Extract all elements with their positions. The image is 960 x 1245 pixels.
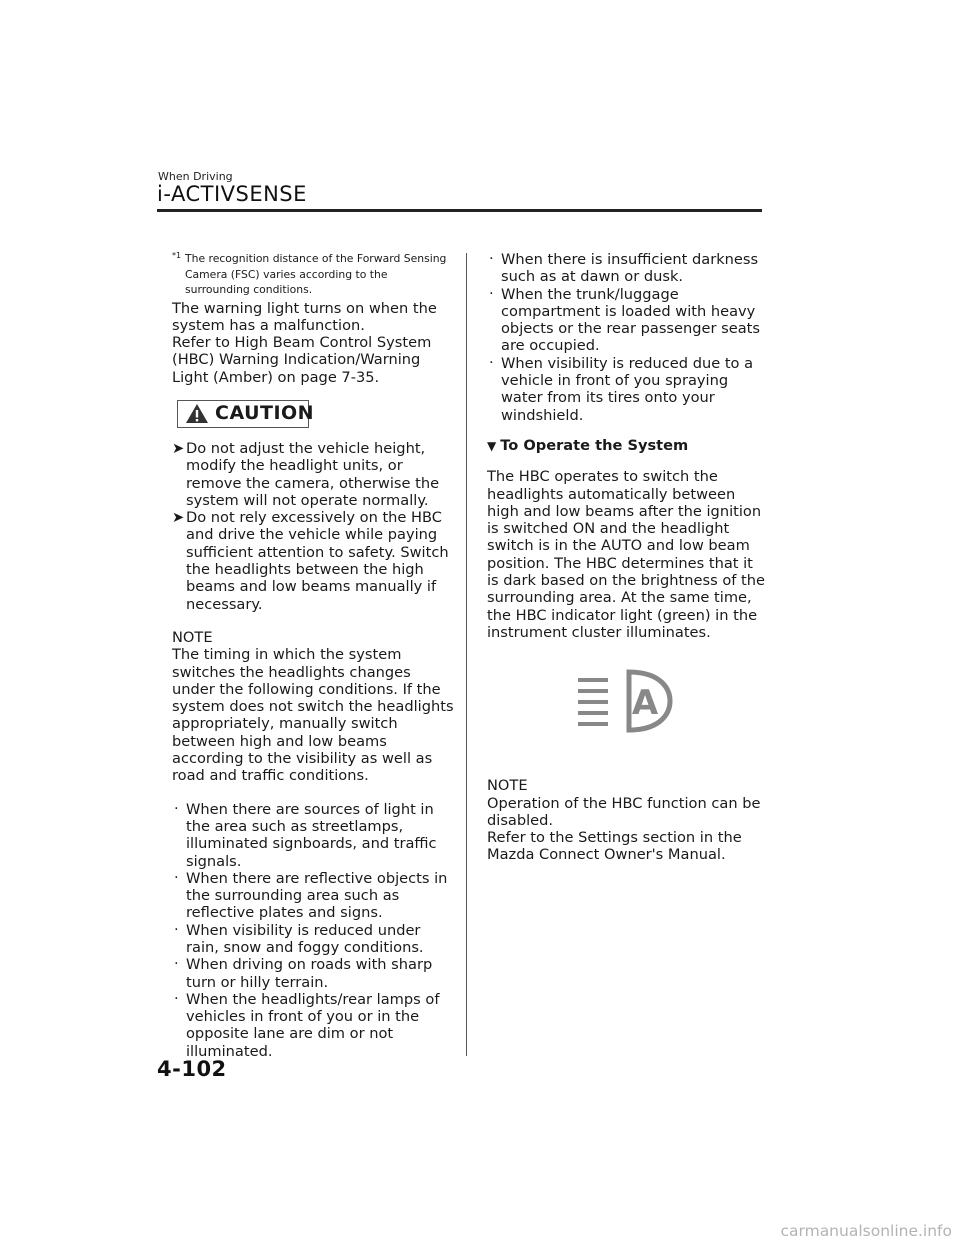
footnote-marker: *1 <box>172 251 182 260</box>
icon-letter: A <box>631 683 659 724</box>
caution-item <box>172 440 454 509</box>
bullet-icon: · <box>174 989 179 1007</box>
caution-label: CAUTION <box>215 402 315 425</box>
subheading-text: To Operate the System <box>500 436 689 454</box>
bullet-icon: · <box>174 920 179 938</box>
list-item <box>487 355 767 424</box>
list-item-text: When visibility is reduced due to a vehicle in front of you spraying water from its tires onto your windshield. <box>501 354 754 424</box>
bullet-icon: · <box>489 250 494 267</box>
bullet-icon: · <box>174 868 179 886</box>
list-item <box>172 922 454 957</box>
list-item-text: When the trunk/luggage compartment is loaded with heavy objects or the rear passenger seats are occupied. <box>501 285 760 355</box>
triangle-down-icon: ▼ <box>487 438 497 453</box>
caution-banner <box>177 400 315 428</box>
section-label: When Driving <box>158 170 233 183</box>
arrow-bullet-icon: ➤ <box>172 439 185 457</box>
operate-text: The HBC operates to switch the headlights automatically between high and low beams after the ignition is switched ON and the headlight switch is in the AUTO and low beam position. The HBC determines that it is dark based on the brightness of the surrounding area. At the same time, the HBC indicator light (green) in the instrument cluster illuminates. <box>487 468 765 641</box>
page-number: 4-102 <box>157 1057 227 1081</box>
note-text: Operation of the HBC function can be disabled. <box>487 794 761 829</box>
right-column <box>487 251 767 864</box>
list-item <box>172 870 454 922</box>
bullet-icon: · <box>489 284 494 302</box>
note-label: NOTE <box>172 628 213 646</box>
warning-light-text: The warning light turns on when the system has a malfunction. <box>172 299 437 334</box>
section-subheading <box>487 437 767 455</box>
caution-item <box>172 509 454 613</box>
note-text: The timing in which the system switches the headlights changes under the following conditions. If the system does not switch the headlights appropriately, manually switch between high and low beams according to the visibility as well as road and traffic conditions. <box>172 646 454 785</box>
note-label: NOTE <box>487 777 528 795</box>
high-beam-auto-indicator-icon <box>575 669 675 733</box>
footnote-text: The recognition distance of the Forward Sensing Camera (FSC) varies according to the surrounding conditions. <box>185 252 447 296</box>
list-item <box>172 801 454 870</box>
list-item-text: When there are sources of light in the area such as streetlamps, illuminated signboards, and traffic signals. <box>186 800 437 870</box>
reference-text: Refer to High Beam Control System (HBC) Warning Indication/Warning Light (Amber) on page 7-35. <box>172 334 432 386</box>
conditions-list <box>172 801 454 1060</box>
left-column <box>172 251 454 1060</box>
list-item <box>172 956 454 991</box>
list-item-text: When the headlights/rear lamps of vehicles in front of you or in the opposite lane are dim or not illuminated. <box>186 990 440 1060</box>
list-item-text: When visibility is reduced under rain, snow and foggy conditions. <box>186 921 424 956</box>
list-item-text: When there is insufficient darkness such as at dawn or dusk. <box>501 251 759 286</box>
note-text: Refer to the Settings section in the Mazda Connect Owner's Manual. <box>487 829 742 864</box>
list-item-text: When driving on roads with sharp turn or hilly terrain. <box>186 956 433 991</box>
list-item-text: When there are reflective objects in the surrounding area such as reflective plates and signs. <box>186 869 448 922</box>
list-item <box>487 251 767 286</box>
caution-item-text: Do not rely excessively on the HBC and drive the vehicle while paying sufficient attention to safety. Switch the headlights between the high beams and low beams manually if necessary. <box>186 509 449 613</box>
caution-item-text: Do not adjust the vehicle height, modify the headlight units, or remove the camera, otherwise the system will not operate normally. <box>186 439 440 509</box>
watermark: carmanualsonline.info <box>780 1222 952 1240</box>
page-title: i-ACTIVSENSE <box>157 182 307 206</box>
list-item <box>172 991 454 1060</box>
footnote <box>172 251 454 298</box>
header-rule <box>157 209 762 212</box>
warning-triangle-icon <box>185 403 209 424</box>
column-divider <box>466 253 467 1056</box>
bullet-icon: · <box>489 353 494 371</box>
bullet-icon: · <box>174 799 179 817</box>
list-item <box>487 286 767 355</box>
bullet-icon: · <box>174 955 179 973</box>
arrow-bullet-icon: ➤ <box>172 509 185 527</box>
